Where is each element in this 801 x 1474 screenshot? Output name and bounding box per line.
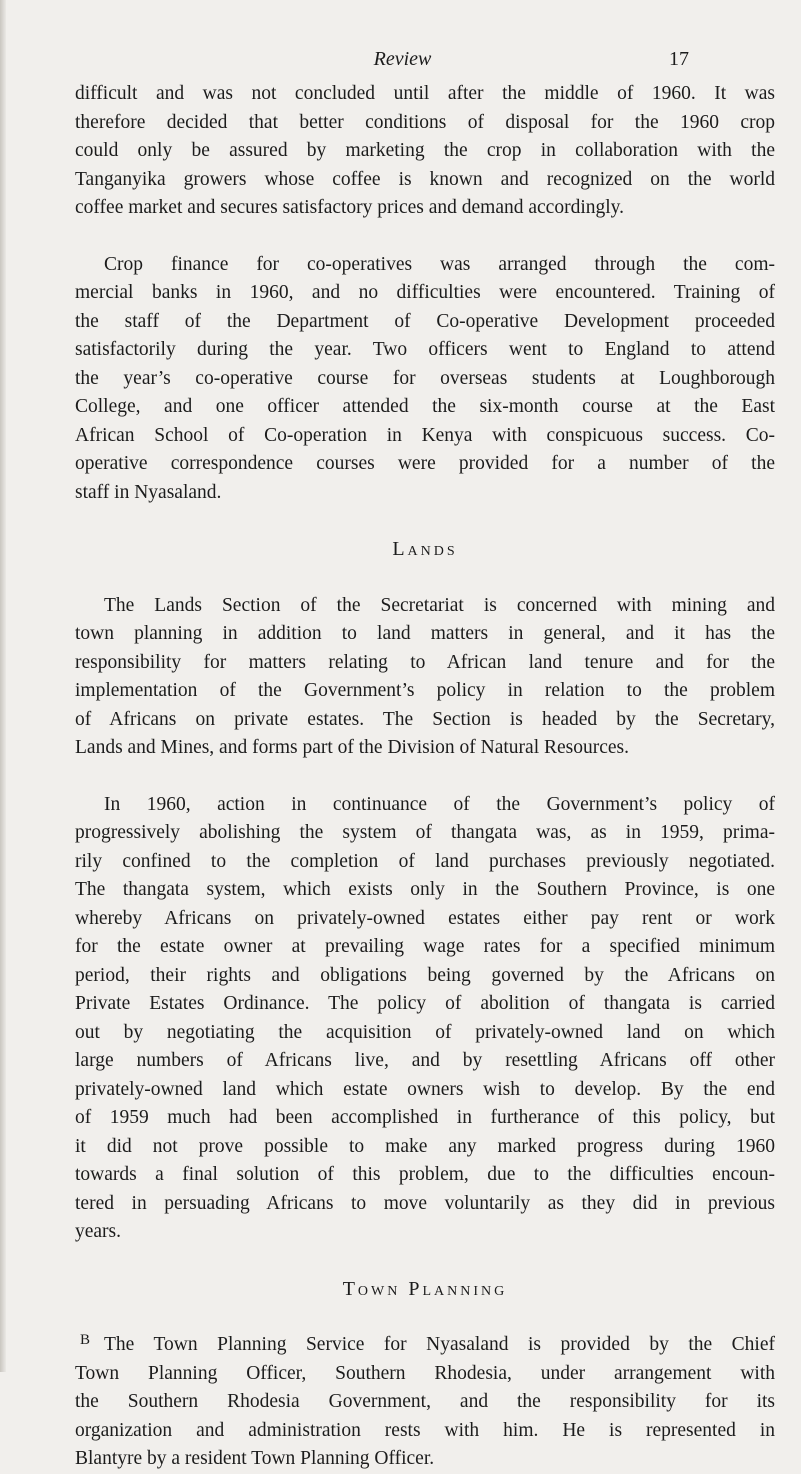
text-line: rily confined to the completion of land purchases previously negotiated.: [75, 850, 775, 872]
text-line: Tanganyika growers whose coffee is known and recognized on the world: [75, 168, 775, 190]
text-line: privately-owned land which estate owners wish to develop. By the end: [75, 1078, 775, 1100]
text-line: organization and administration rests with him. He is represented in: [75, 1419, 775, 1441]
paragraph: [75, 592, 775, 763]
text-line: of 1959 much had been accomplished in furtherance of this policy, but: [75, 1107, 775, 1128]
paragraph: [75, 80, 775, 223]
text-line: the Southern Rhodesia Government, and the responsibility for its: [75, 1391, 775, 1412]
paragraph: [75, 1331, 775, 1474]
text-line: In 1960, action in continuance of the Government’s policy of: [104, 793, 775, 815]
text-line: the year’s co-operative course for overseas students at Loughborough: [75, 367, 775, 389]
signature-mark: B: [80, 1332, 91, 1348]
page-number: 17: [669, 48, 689, 70]
text-line: could only be assured by marketing the crop in collaboration with the: [75, 140, 775, 161]
running-header: [120, 48, 689, 72]
text-line: period, their rights and obligations being governed by the Africans on: [75, 964, 775, 986]
text-line: mercial banks in 1960, and no difficulties were encountered. Training of: [75, 282, 775, 303]
text-line: difficult and was not concluded until after the middle of 1960. It was: [75, 83, 775, 104]
section-heading-lands: Lands: [392, 538, 458, 560]
page-edge-shadow: [0, 0, 6, 1372]
text-line: implementation of the Government’s policy in relation to the problem: [75, 680, 775, 701]
text-line: The Lands Section of the Secretariat is concerned with mining and: [104, 594, 775, 616]
text-line: of Africans on private estates. The Section is headed by the Secretary,: [75, 708, 775, 730]
text-line: whereby Africans on privately-owned estates either pay rent or work: [75, 907, 775, 929]
text-line: Blantyre by a resident Town Planning Officer.: [75, 1448, 435, 1469]
text-line: years.: [75, 1221, 122, 1242]
text-line: the staff of the Department of Co-operative Development proceeded: [75, 310, 775, 332]
paragraph: [75, 251, 775, 508]
text-line: The Town Planning Service for Nyasaland is provided by the Chief: [104, 1334, 775, 1355]
text-line: tered in persuading Africans to move voluntarily as they did in previous: [75, 1192, 775, 1214]
text-line: town planning in addition to land matters in general, and it has the: [75, 623, 775, 644]
running-title: Review: [373, 48, 432, 70]
text-line: African School of Co-operation in Kenya with conspicuous success. Co-: [75, 424, 775, 446]
text-line: therefore decided that better conditions of disposal for the 1960 crop: [75, 111, 775, 133]
text-line: progressively abolishing the system of thangata was, as in 1959, prima-: [75, 822, 775, 843]
text-line: it did not prove possible to make any marked progress during 1960: [75, 1135, 775, 1157]
text-line: staff in Nyasaland.: [75, 481, 222, 503]
paragraph: [75, 791, 775, 1247]
text-line: Crop finance for co-operatives was arranged through the com-: [104, 253, 775, 275]
text-line: out by negotiating the acquisition of privately-owned land on which: [75, 1021, 775, 1043]
text-line: responsibility for matters relating to African land tenure and for the: [75, 651, 775, 673]
text-line: The thangata system, which exists only in the Southern Province, is one: [75, 879, 775, 900]
text-line: Town Planning Officer, Southern Rhodesia, under arrangement with: [75, 1362, 775, 1384]
text-line: coffee market and secures satisfactory prices and demand accordingly.: [75, 197, 625, 218]
text-line: large numbers of Africans live, and by resettling Africans off other: [75, 1050, 775, 1071]
body-text: [75, 80, 775, 1474]
text-line: towards a final solution of this problem, due to the difficulties encoun-: [75, 1164, 775, 1185]
text-line: Lands and Mines, and forms part of the Division of Natural Resources.: [75, 737, 629, 758]
text-line: College, and one officer attended the six-month course at the East: [75, 396, 775, 417]
text-line: satisfactorily during the year. Two officers went to England to attend: [75, 339, 775, 360]
text-line: for the estate owner at prevailing wage rates for a specified minimum: [75, 936, 775, 957]
text-line: operative correspondence courses were provided for a number of the: [75, 453, 775, 474]
section-heading-town-planning: Town Planning: [342, 1277, 508, 1300]
text-line: Private Estates Ordinance. The policy of abolition of thangata is carried: [75, 993, 775, 1014]
